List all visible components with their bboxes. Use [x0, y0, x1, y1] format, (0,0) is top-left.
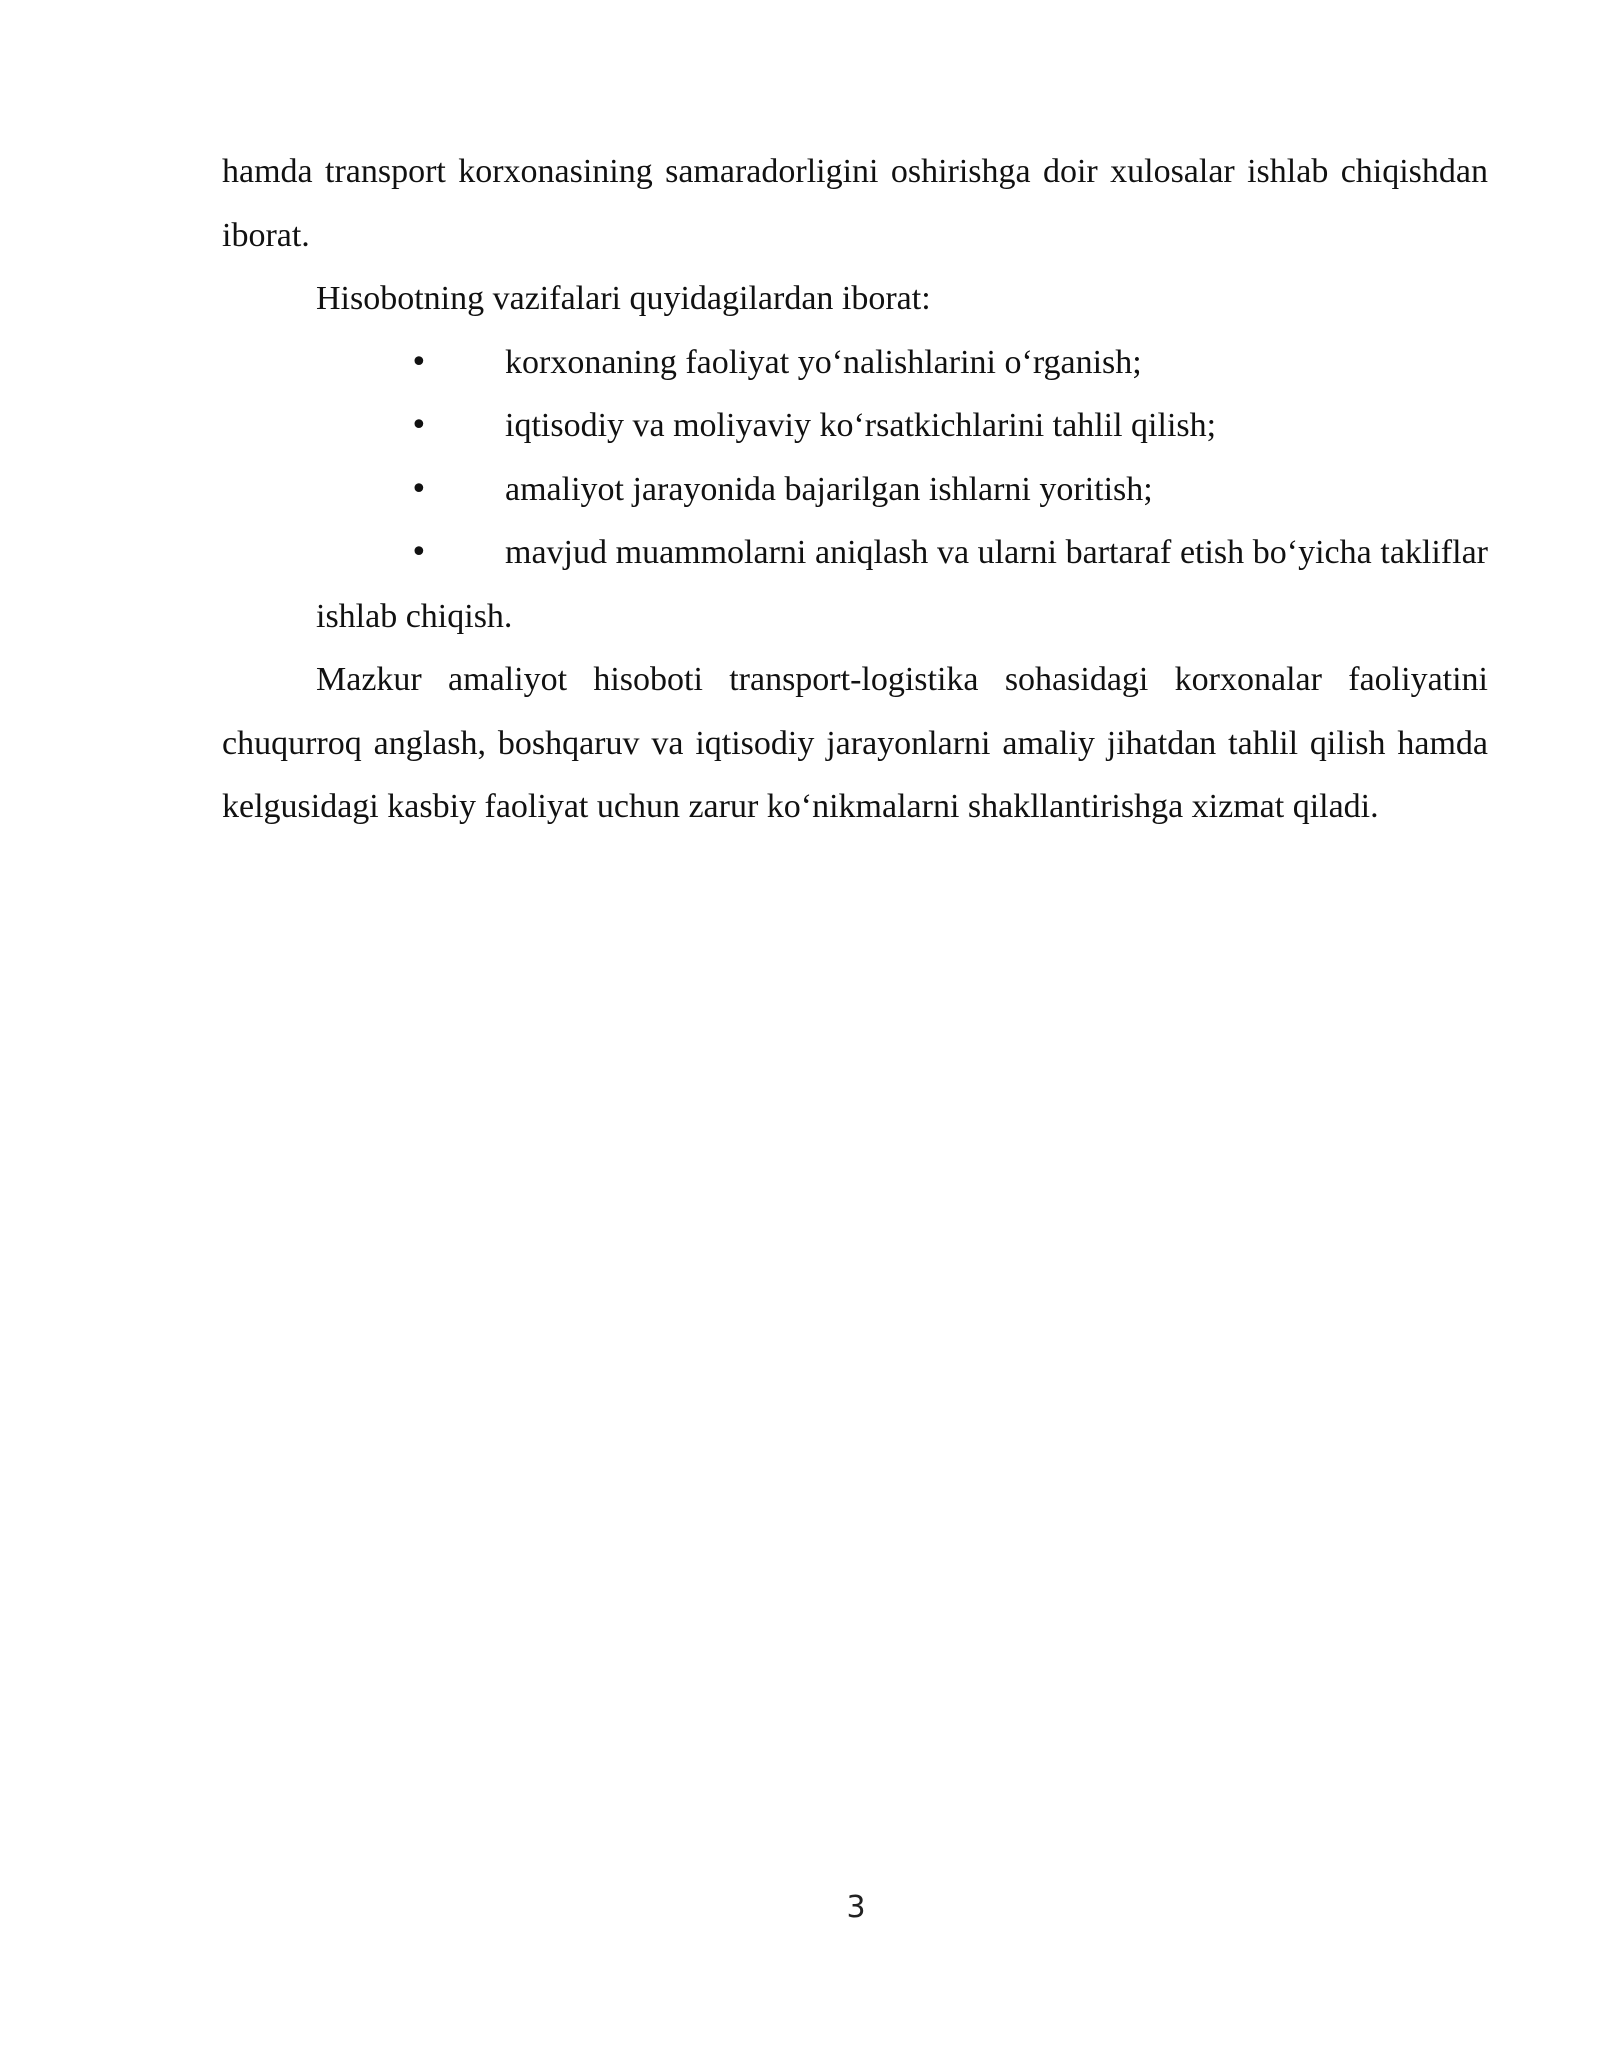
bullet-icon: • — [410, 535, 428, 570]
page-body — [222, 140, 1488, 839]
paragraph-summary: Mazkur amaliyot hisoboti transport-logistika sohasidagi korxonalar faoliyatini chuqurroq anglash, boshqaruv va iqtisodiy jarayonlarni amaliy jihatdan tahlil qilish hamda kelgusidagi kasbiy faoliyat uchun zarur ko‘nikmalarni shakllantirishga xizmat qiladi. — [222, 661, 1488, 825]
page-number: 3 — [846, 1890, 866, 1925]
list-item-text: korxonaning faoliyat yo‘nalishlarini o‘rganish; — [505, 343, 1142, 381]
bullet-icon: • — [410, 408, 428, 443]
paragraph-tasks-intro: Hisobotning vazifalari quyidagilardan iborat: — [316, 280, 931, 317]
list-item-text: mavjud muammolarni aniqlash va ularni bartaraf etish bo‘yicha takliflar ishlab chiqish. — [316, 534, 1488, 635]
bullet-icon: • — [410, 471, 428, 507]
list-item — [222, 331, 1488, 395]
list-item — [222, 394, 1488, 458]
tasks-list — [222, 331, 1488, 649]
bullet-icon: • — [410, 344, 428, 380]
list-item — [222, 521, 1488, 648]
paragraph-conclusion: hamda transport korxonasining samaradorligini oshirishga doir xulosalar ishlab chiqishdan iborat. — [222, 153, 1488, 254]
list-item-text: iqtisodiy va moliyaviy ko‘rsatkichlarini tahlil qilish; — [505, 407, 1217, 444]
list-item-text: amaliyot jarayonida bajarilgan ishlarni yoritish; — [505, 470, 1153, 508]
list-item — [222, 458, 1488, 522]
